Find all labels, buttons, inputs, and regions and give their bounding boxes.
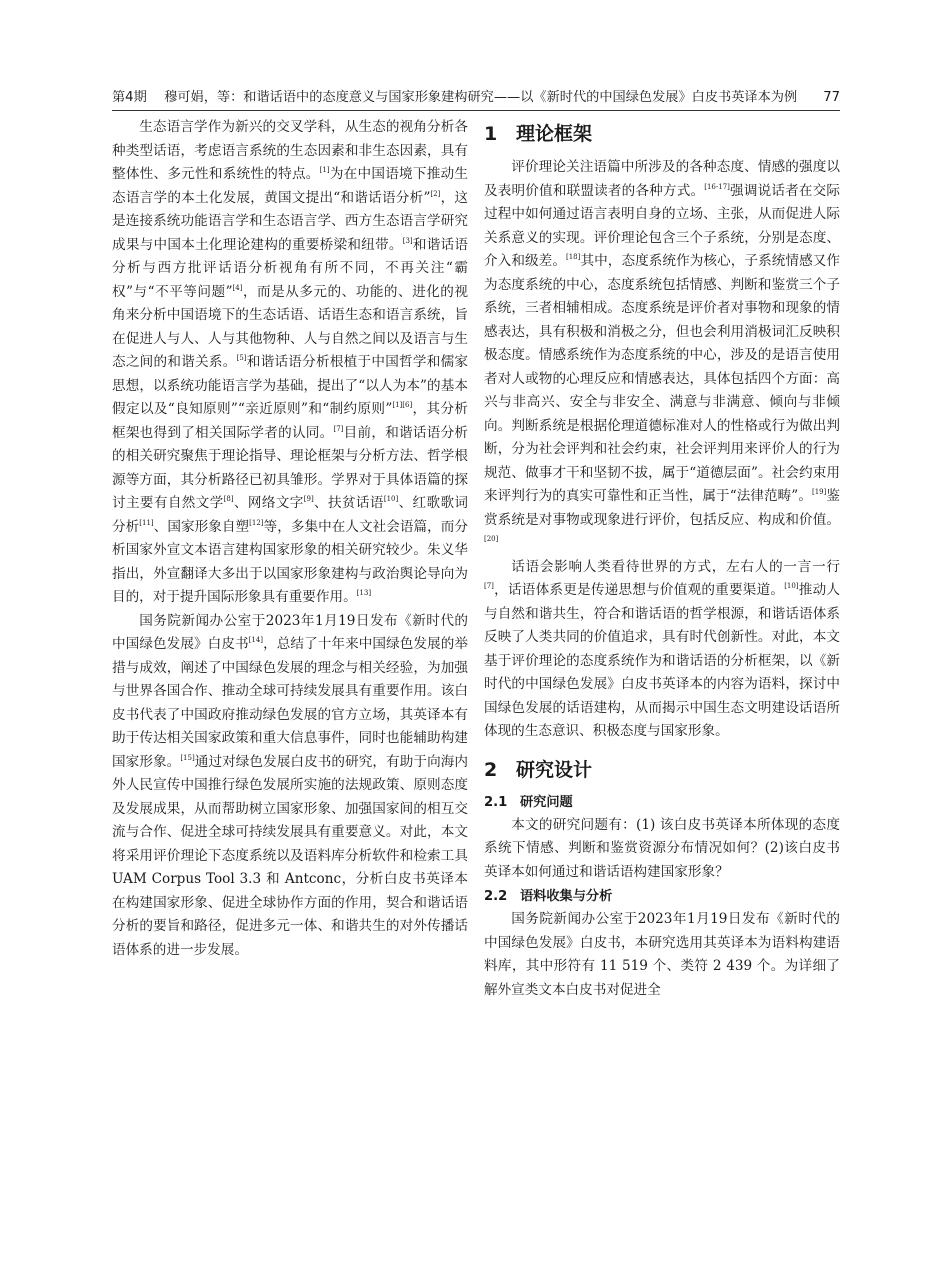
citation-marker: [10] <box>784 582 799 590</box>
citation-marker: [18] <box>566 253 581 261</box>
section-heading-1 <box>484 120 840 148</box>
citation-marker: [19] <box>811 488 827 496</box>
citation-marker: [9] <box>303 495 314 503</box>
citation-marker: [7] <box>484 582 494 590</box>
subsection-title: 语料收集与分析 <box>520 889 613 904</box>
paragraph-intro-whitepaper: 国务院新闻办公室于2023年1月19日发布《新时代的中国绿色发展》白皮书[14]，总结了十年来中国绿色发展的举措与成效，阐述了中国绿色发展的理念与相关经验，为加强与世界各国合作、推动全球可持续发展具有重要作用。该白皮书代表了中国政府推动绿色发展的官方立场，其英译本有助于传达相关国家政策和重大信息事件，同时也能辅助构建国家形象。[15]通过对绿色发展白皮书的研究，有助于向海内外人民宣传中国推行绿色发展所实施的法规政策、原则态度及发展成果，从而帮助树立国家形象、加强国家间的相互交流与合作、促进全球可持续发展具有重要意义。对此，本文将采用评价理论下态度系统以及语料库分析软件和检索工具 UAM Corpus Tool 3.3 和 Antconc，分析白皮书英译本在构建国家形象、促进全球协作方面的作用，契合和谐话语分析的要旨和路径，促进多元一体、和谐共生的对外传播话语体系的进一步发展。 <box>112 612 469 958</box>
subsection-title: 研究问题 <box>520 794 573 810</box>
paragraph-appraisal-theory: 评价理论关注语篇中所涉及的各种态度、情感的强度以及表明价值和联盟读者的各种方式。[16-17]强调说话者在交际过程中如何通过语言表明自身的立场、主张，从而促进人际关系意义的实现。评价理论包含三个子系统，分别是态度、介入和级差。[18]其中，态度系统作为核心，子系统情感又作为态度系统的中心，态度系统包括情感、判断和鉴赏三个子系统，三者相辅相成。态度系统是评价者对事物和现象的情感表达，具有积极和消极之分，但也会利用消极词汇反映积极态度。情感系统作为态度系统的中心，涉及的是语言使用者对人或物的心理反应和情感表达，具体包括四个方面：高兴与非高兴、安全与非安全、满意与非满意、倾向与非倾向。判断系统是根据伦理道德标准对人的性格或行为做出判断，分为社会评判和社会约束，社会评判用来评价人的行为规范、做事才干和坚韧不拔，属于“道德层面”。社会约束用来评判行为的真实可靠性和正当性，属于“法律范畴”。[19]鉴赏系统是对事物或现象进行评价，包括反应、构成和价值。[20] <box>484 159 841 543</box>
section-heading-2 <box>484 756 840 784</box>
subsection-heading-2-1 <box>484 792 840 814</box>
page-number: 77 <box>823 90 840 105</box>
section-number: 1 <box>484 123 498 145</box>
right-column <box>484 116 840 1002</box>
citation-marker: [15] <box>180 753 195 762</box>
section-number: 2 <box>484 758 498 781</box>
citation-marker: [6] <box>402 401 413 409</box>
running-header <box>112 86 840 111</box>
subsection-number: 2.2 <box>484 889 508 904</box>
citation-marker: [7] <box>333 424 344 433</box>
left-column <box>112 116 468 962</box>
citation-marker: [4] <box>232 283 243 292</box>
citation-marker: [10] <box>383 495 399 503</box>
citation-marker: [3] <box>402 236 413 245</box>
citation-marker: [11] <box>139 518 154 527</box>
section-title: 研究设计 <box>516 758 593 781</box>
citation-marker: [20] <box>484 535 499 543</box>
citation-marker: [5] <box>236 354 247 362</box>
citation-marker: [14] <box>248 636 264 644</box>
citation-marker: [8] <box>223 495 234 503</box>
paragraph-corpus-collection: 国务院新闻办公室于2023年1月19日发布《新时代的中国绿色发展》白皮书，本研究选用其英译本为语料构建语料库，其中形符有 11 519 个、类符 2 439 个。为详细了解外宣类文本白皮书对促进全 <box>484 911 840 998</box>
citation-marker: [1] <box>319 166 330 174</box>
paragraph-intro-ecolinguistics: 生态语言学作为新兴的交叉学科，从生态的视角分析各种类型话语，考虑语言系统的生态因素和非生态因素，具有整体性、多元性和系统性的特点。[1]为在中国语境下推动生态语言学的本土化发展，黄国文提出“和谐话语分析”[2]，这是连接系统功能语言学和生态语言学、西方生态语言学研究成果与中国本土化理论建构的重要桥梁和纽带。[3]和谐话语分析与西方批评话语分析视角有所不同，不再关注“霸权”与“不平等问题”[4]，而是从多元的、功能的、进化的视角来分析中国语境下的生态话语、话语生态和语言系统，旨在促进人与人、人与其他物种、人与自然之间以及语言与生态之间的和谐关系。[5]和谐话语分析根植于中国哲学和儒家思想，以系统功能语言学为基础，提出了“以人为本”的基本假定以及“良知原则”“亲近原则”和“制约原则”[1][6]，其分析框架也得到了相关国际学者的认同。[7]目前，和谐话语分析的相关研究聚焦于理论指导、理论框架与分析方法、哲学根源等方面，其分析路径已初具雏形。学界对于具体语篇的探讨主要有自然文学[8]、网络文字[9]、扶贫话语[10]、红歌歌词分析[11]、国家形象自塑[12]等，多集中在人文社会语篇，而分析国家外宣文本语言建构国家形象的相关研究较少。朱义华指出，外宣翻译大多出于以国家形象建构与政治舆论导向为目的，对于提升国际形象具有重要作用。[13] <box>112 119 469 605</box>
citation-marker: [16-17] <box>704 182 730 191</box>
citation-marker: [13] <box>356 589 372 597</box>
citation-marker: [2] <box>430 189 441 198</box>
subsection-number: 2.1 <box>484 794 508 810</box>
citation-marker: [1] <box>392 401 403 409</box>
paragraph-harmonious-discourse: 话语会影响人类看待世界的方式，左右人的一言一行[7]，话语体系更是传递思想与价值观的重要渠道。[10]推动人与自然和谐共生，符合和谐话语的哲学根源，和谐话语体系反映了人类共同的价值追求，具有时代创新性。对此，本文基于评价理论的态度系统作为和谐话语的分析框架，以《新时代的中国绿色发展》白皮书英译本的内容为语料，探讨中国绿色发展的话语建构，从而揭示中国生态文明建设话语所体现的生态意识、积极态度与国家形象。 <box>484 558 841 739</box>
section-title: 理论框架 <box>516 123 593 145</box>
paragraph-research-questions: 本文的研究问题有：(1) 该白皮书英译本所体现的态度系统下情感、判断和鉴赏资源分布情况如何？(2)该白皮书英译本如何通过和谐话语构建国家形象？ <box>484 816 840 880</box>
citation-marker: [12] <box>249 518 264 527</box>
subsection-heading-2-2 <box>484 886 840 908</box>
running-header-title: 第4期 穆可娟，等：和谐话语中的态度意义与国家形象建构研究——以《新时代的中国绿色发展》白皮书英译本为例 <box>112 90 798 105</box>
